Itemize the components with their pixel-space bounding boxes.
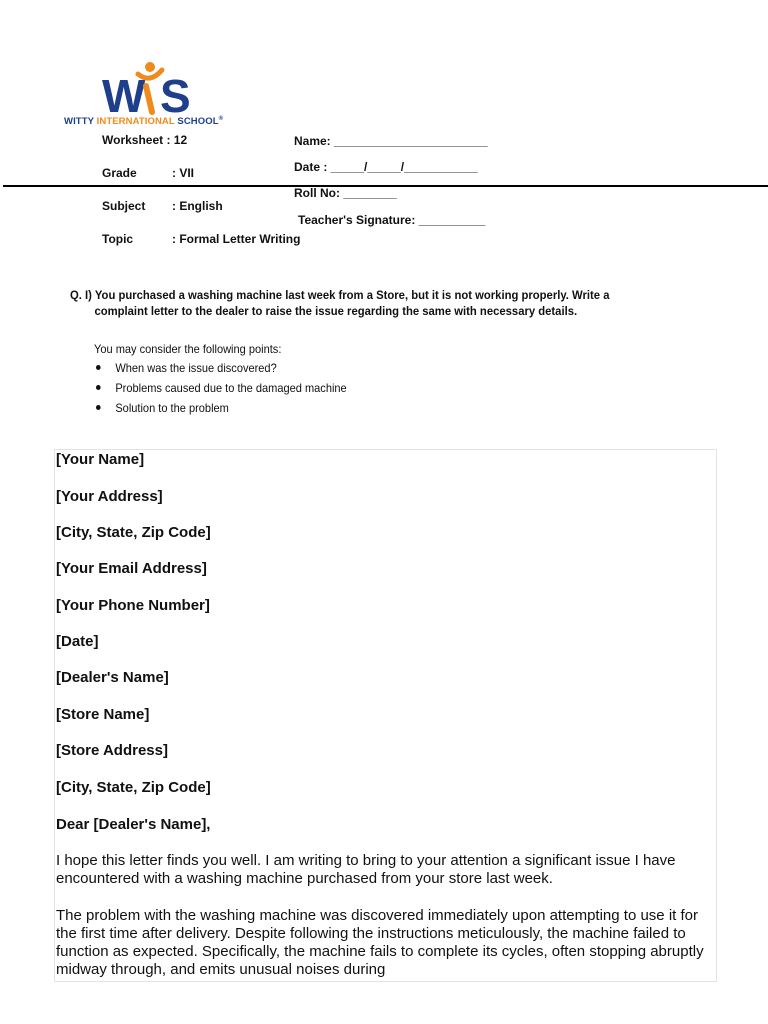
sender-address: [Your Address] (56, 488, 163, 505)
school-name: WITTY INTERNATIONAL SCHOOL® (64, 116, 224, 128)
bullet-icon (96, 405, 101, 410)
teacher-signature-field[interactable]: Teacher's Signature: __________ (298, 213, 486, 227)
worksheet-number: Worksheet : 12 (102, 133, 188, 147)
grade-label: Grade (102, 166, 137, 180)
roll-number-field[interactable]: Roll No: ________ (294, 186, 397, 200)
letter-answer-box[interactable] (54, 449, 717, 982)
list-item: When was the issue discovered? (96, 361, 277, 375)
logo-letter-w: W (102, 70, 146, 122)
store-address: [Store Address] (56, 742, 168, 759)
name-field[interactable]: Name: _______________________ (294, 134, 488, 148)
sender-name: [Your Name] (56, 451, 145, 468)
list-item: Solution to the problem (96, 401, 229, 415)
question-line-1: Q. I) You purchased a washing machine last week from a Store, but it is not working properly. Write a (70, 288, 610, 302)
topic-row (102, 232, 301, 246)
subject-row (102, 199, 223, 213)
grade-value: : VII (172, 166, 195, 180)
store-city: [City, State, Zip Code] (56, 779, 211, 796)
sender-email: [Your Email Address] (56, 560, 207, 577)
letter-paragraph-2: The problem with the washing machine was discovered immediately upon attempting to use it for the first time after delivery. Despite following the instructions meticulously, the machine failed to function as expected. Specifically, the machine fails to complete its cycles, often stopping abruptly midway through, and emits unusual noises during (56, 907, 704, 978)
topic-value: : Formal Letter Writing (172, 232, 301, 246)
subject-label: Subject (102, 199, 146, 213)
list-item: Problems caused due to the damaged machine (96, 381, 347, 395)
dealer-name: [Dealer's Name] (56, 669, 169, 686)
date-field[interactable]: Date : _____/_____/___________ (294, 160, 478, 174)
question-text (70, 287, 662, 319)
salutation: Dear [Dealer's Name], (56, 816, 211, 833)
subject-value: : English (172, 199, 223, 213)
letter-date: [Date] (56, 633, 99, 650)
bullet-icon (96, 385, 101, 390)
letter-paragraph-1: I hope this letter finds you well. I am writing to bring to your attention a significant issue I have encountered with a washing machine purchased from your store last week. (56, 852, 676, 887)
sender-city: [City, State, Zip Code] (56, 524, 211, 541)
store-name: [Store Name] (56, 706, 150, 723)
logo-letter-s: S (160, 70, 191, 122)
points-intro: You may consider the following points: (94, 342, 282, 356)
question-line-2: complaint letter to the dealer to raise the issue regarding the same with necessary details. (94, 304, 578, 318)
topic-label: Topic (102, 232, 134, 246)
sender-phone: [Your Phone Number] (56, 597, 210, 614)
bullet-icon (96, 365, 101, 370)
grade-row (102, 166, 195, 180)
